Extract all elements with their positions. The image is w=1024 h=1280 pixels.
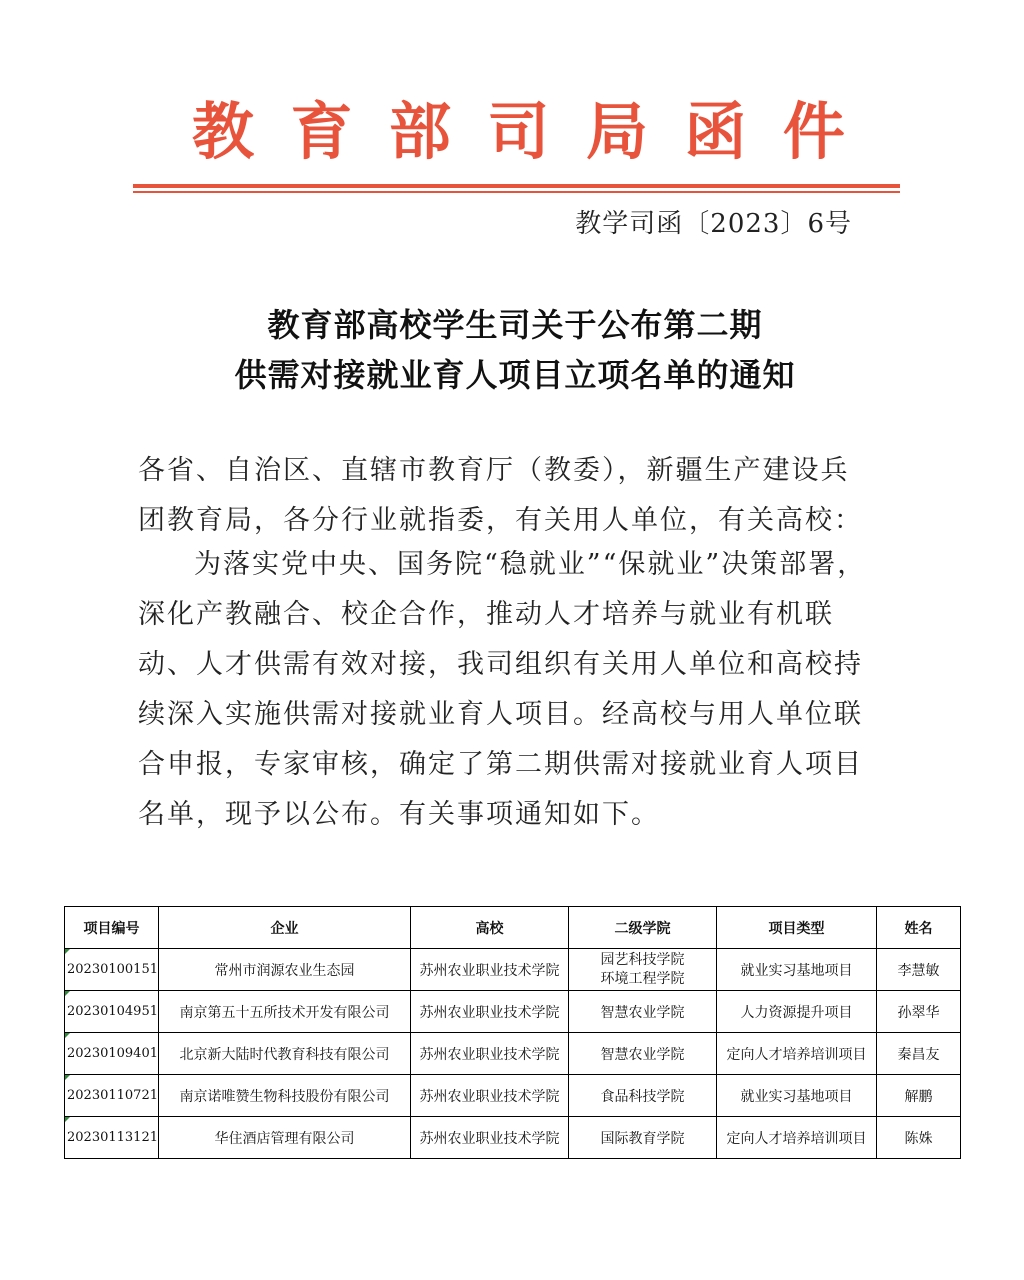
header-name: 姓名 xyxy=(877,907,961,949)
cell-company: 常州市润源农业生态园 xyxy=(159,949,411,991)
cell-company: 北京新大陆时代教育科技有限公司 xyxy=(159,1033,411,1075)
cell-name: 陈姝 xyxy=(877,1117,961,1159)
letterhead-char: 教 xyxy=(192,95,255,168)
header-company: 企业 xyxy=(159,907,411,949)
table-row xyxy=(65,1117,961,1159)
cell-university: 苏州农业职业技术学院 xyxy=(411,949,569,991)
cell-college: 智慧农业学院 xyxy=(569,1033,717,1075)
notice-title-line-2: 供需对接就业育人项目立项名单的通知 xyxy=(234,356,796,394)
cell-project-id: 20230110721 xyxy=(65,1075,159,1117)
cell-project-type: 定向人才培养培训项目 xyxy=(717,1033,877,1075)
cell-college xyxy=(569,949,717,991)
table-row xyxy=(65,1033,961,1075)
letterhead-title xyxy=(130,92,900,172)
cell-name: 孙翠华 xyxy=(877,991,961,1033)
cell-project-id: 20230100151 xyxy=(65,949,159,991)
cell-university: 苏州农业职业技术学院 xyxy=(411,991,569,1033)
letterhead-rule-thin xyxy=(133,191,900,193)
letterhead-char: 件 xyxy=(782,95,845,168)
table-row xyxy=(65,1075,961,1117)
cell-project-type: 就业实习基地项目 xyxy=(717,949,877,991)
cell-name: 解鹏 xyxy=(877,1075,961,1117)
addressees-text: 各省、自治区、直辖市教育厅（教委），新疆生产建设兵团教育局，各分行业就指委，有关用人单位，有关高校： xyxy=(138,455,863,536)
cell-company: 南京第五十五所技术开发有限公司 xyxy=(159,991,411,1033)
table-row xyxy=(65,949,961,991)
table-row xyxy=(65,991,961,1033)
cell-project-type: 人力资源提升项目 xyxy=(717,991,877,1033)
cell-university: 苏州农业职业技术学院 xyxy=(411,1033,569,1075)
letterhead-char: 司 xyxy=(487,95,550,168)
cell-college-line: 园艺科技学院 xyxy=(600,951,685,968)
header-project-id: 项目编号 xyxy=(65,907,159,949)
letterhead-char: 育 xyxy=(290,95,353,168)
cell-college: 国际教育学院 xyxy=(569,1117,717,1159)
letterhead-rule-thick xyxy=(133,184,900,188)
project-table xyxy=(64,906,961,1159)
letterhead-char: 函 xyxy=(684,95,747,168)
cell-university: 苏州农业职业技术学院 xyxy=(411,1075,569,1117)
header-college: 二级学院 xyxy=(569,907,717,949)
body-paragraph-text: 为落实党中央、国务院“稳就业”“保就业”决策部署，深化产教融合、校企合作，推动人才培养与就业有机联动、人才供需有效对接，我司组织有关用人单位和高校持续深入实施供需对接就业育人项目。经高校与用人单位联合申报，专家审核，确定了第二期供需对接就业育人项目名单，现予以公布。有关事项通知如下。 xyxy=(138,549,867,830)
cell-company: 南京诺唯赞生物科技股份有限公司 xyxy=(159,1075,411,1117)
cell-project-id: 20230109401 xyxy=(65,1033,159,1075)
cell-name: 秦昌友 xyxy=(877,1033,961,1075)
cell-college: 智慧农业学院 xyxy=(569,991,717,1033)
cell-project-type: 就业实习基地项目 xyxy=(717,1075,877,1117)
cell-project-id: 20230104951 xyxy=(65,991,159,1033)
document-number: 教学司函〔2023〕6号 xyxy=(575,209,852,239)
cell-project-type: 定向人才培养培训项目 xyxy=(717,1117,877,1159)
letterhead-char: 局 xyxy=(585,95,648,168)
header-university: 高校 xyxy=(411,907,569,949)
cell-college: 食品科技学院 xyxy=(569,1075,717,1117)
cell-name: 李慧敏 xyxy=(877,949,961,991)
cell-company: 华住酒店管理有限公司 xyxy=(159,1117,411,1159)
notice-title-line-1: 教育部高校学生司关于公布第二期 xyxy=(267,306,763,344)
body-paragraph xyxy=(138,540,868,840)
cell-college-line: 环境工程学院 xyxy=(600,970,685,987)
table-header-row xyxy=(65,907,961,949)
cell-university: 苏州农业职业技术学院 xyxy=(411,1117,569,1159)
cell-project-id: 20230113121 xyxy=(65,1117,159,1159)
header-project-type: 项目类型 xyxy=(717,907,877,949)
letterhead-char: 部 xyxy=(388,95,451,168)
